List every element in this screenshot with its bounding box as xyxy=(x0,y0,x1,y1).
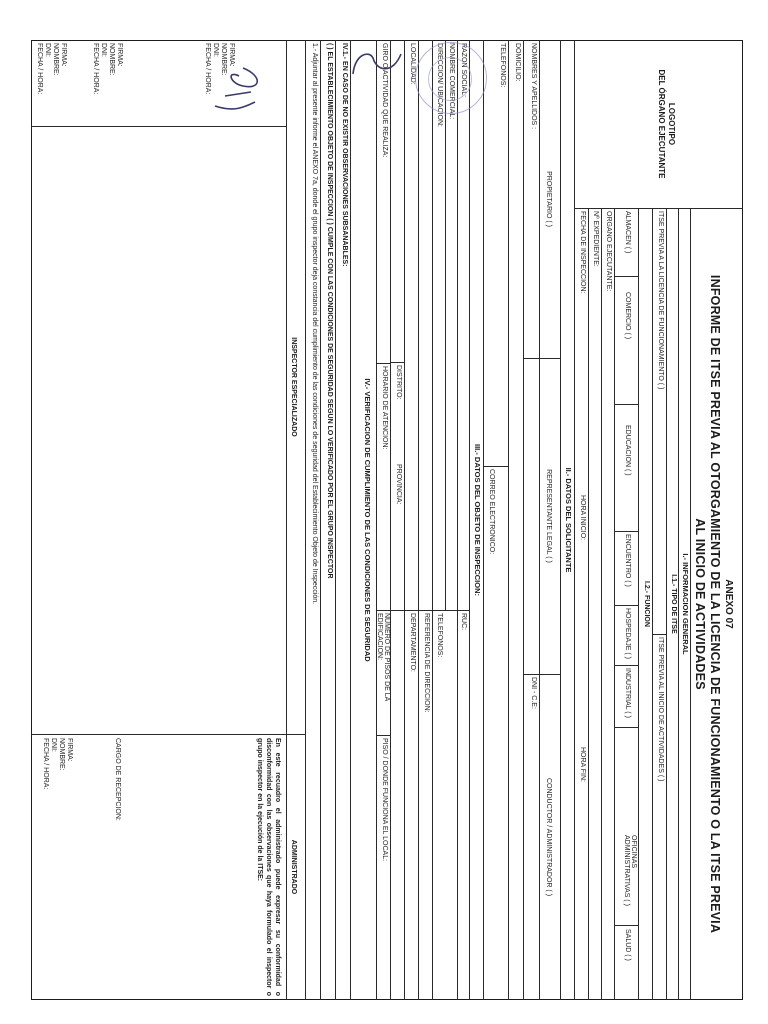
full-name-field[interactable]: NOMBRES Y APELLIDOS : xyxy=(530,43,537,130)
end-time-field[interactable]: HORA FIN: xyxy=(579,747,586,783)
function-option-comercio[interactable]: COMERCIO ( ) xyxy=(624,292,631,340)
function-option-encuentro[interactable]: ENCUENTRO ( ) xyxy=(624,534,631,587)
start-time-field[interactable]: HORA INICIO: xyxy=(579,495,586,541)
function-title: I.2.- FUNCION xyxy=(643,581,650,627)
inspector-title: INSPECTOR ESPECIALIZADO xyxy=(290,337,297,437)
function-option-educacion[interactable]: EDUCACION ( ) xyxy=(624,425,631,476)
function-option-salud[interactable]: SALUD ( ) xyxy=(624,929,631,961)
section-3-title: III.- DATOS DEL OBJETO DE INSPECCION: xyxy=(473,444,482,596)
reception-role-label: CARGO DE RECEPCION: xyxy=(114,738,121,821)
page-subtitle: AL INICIO DE ACTIVIDADES xyxy=(693,518,707,690)
section-1-title: I.- INFORMACION GENERAL xyxy=(681,553,690,655)
address-reference-field[interactable]: REFERENCIA DE DIRECCION: xyxy=(423,613,430,713)
function-option-almacen[interactable]: ALMACEN ( ) xyxy=(624,211,631,254)
activity-field[interactable]: GIRO O ACTIVIDAD QUE REALIZA: xyxy=(381,43,388,158)
department-field[interactable]: DEPARTAMENTO: xyxy=(409,613,416,672)
operating-floor-field[interactable]: PISO / DONDE FUNCIONA EL LOCAL: xyxy=(381,738,388,862)
section-4-1-title: IV.1.- EN CASO DE NO EXISTIR OBSERVACIONES SUBSANABLES: xyxy=(341,43,348,267)
inspector2-signature-label: FIRMA: xyxy=(116,43,123,67)
logo-placeholder-line2: DEL ÓRGANO EJECUTANTE xyxy=(657,69,666,179)
inspector3-signature-label: FIRMA: xyxy=(60,43,67,67)
administrado-name-label: NOMBRE: xyxy=(58,738,65,771)
official-seal-stamp xyxy=(415,42,487,114)
inspector2-name-label: NOMBRE: xyxy=(108,43,115,76)
tax-id-field[interactable]: RUC: xyxy=(460,613,467,631)
applicant-owner-option[interactable]: PROPIETARIO ( ) xyxy=(545,171,552,227)
trade-name-field[interactable]: NOMBRE COMERCIAL: xyxy=(448,43,455,120)
compliance-statement[interactable]: ( ) EL ESTABLECIMIENTO OBJETO DE INSPECCION ( ) CUMPLE CON LAS CONDICIONES DE SEGURIDAD SEGUN LO VERIFICADO POR EL GRUPO INSPECTOR xyxy=(326,43,333,579)
floor-count-field[interactable]: NUMERO DE PISOS DE LA EDIFICACION: xyxy=(375,613,390,701)
inspector2-dni-label: DNI: xyxy=(100,43,107,57)
district-field[interactable]: DISTRITO: xyxy=(395,365,402,400)
id-document-field[interactable]: DNI - C.E: xyxy=(530,677,537,709)
email-field[interactable]: CORREO ELECTRONICO: xyxy=(488,469,495,555)
applicant-legal-rep-option[interactable]: REPRESENTANTE LEGAL ( ) xyxy=(545,469,552,563)
inspector3-dni-label: DNI: xyxy=(44,43,51,57)
itse-type-title: I.1.- TIPO DE ITSE xyxy=(670,574,677,634)
inspector3-datetime-label: FECHA / HORA: xyxy=(36,43,43,95)
administrado-signature-label: FIRMA: xyxy=(66,738,73,762)
inspector1-signature-label: FIRMA: xyxy=(228,43,235,67)
applicant-manager-option[interactable]: CONDUCTOR / ADMINISTRADOR ( ) xyxy=(545,777,552,897)
inspector3-name-label: NOMBRE: xyxy=(52,43,59,76)
administrado-datetime-label: FECHA / HORA: xyxy=(42,738,49,790)
itse-type-option-start[interactable]: ITSE PREVIA AL INICIO DE ACTIVIDADES ( ) xyxy=(657,637,664,782)
itse-type-option-license[interactable]: ITSE PREVIA A LA LICENCIA DE FUNCIONAMIENTO ( ) xyxy=(657,211,664,390)
inspector2-datetime-label: FECHA / HORA: xyxy=(92,43,99,95)
function-option-oficinas[interactable]: OFICINAS ADMINISTRATIVAS ( ) xyxy=(622,835,637,906)
itse-inspection-form xyxy=(31,40,743,1000)
file-number-field[interactable]: Nº EXPEDIENTE: xyxy=(592,211,599,267)
opening-hours-field[interactable]: HORARIO DE ATENCION: xyxy=(381,366,388,450)
business-name-field[interactable]: RAZON SOCIAL: xyxy=(460,43,467,98)
handwritten-initial-mark xyxy=(347,44,407,84)
inspector1-name-label: NOMBRE: xyxy=(220,43,227,76)
function-option-industrial[interactable]: INDUSTRIAL ( ) xyxy=(624,668,631,718)
locality-field[interactable]: LOCALIDAD: xyxy=(409,43,416,85)
administrado-dni-label: DNI: xyxy=(50,738,57,752)
inspection-date-field[interactable]: FECHA DE INSPECCION: xyxy=(579,211,586,294)
annex-note: 1.- Adjuntar al presente informe el ANEXO 7a, donde el grupo inspector deja constancia del cumplimiento de las condiciones de seguridad del Establecimiento Objeto de Inspección. xyxy=(311,43,318,605)
inspector1-dni-label: DNI: xyxy=(212,43,219,57)
address-field[interactable]: DOMICILIO: xyxy=(514,43,521,82)
object-phones-field[interactable]: TELEFONOS: xyxy=(436,613,443,658)
annex-number: ANEXO 07 xyxy=(723,579,734,629)
executing-body-field[interactable]: ORGANO EJECUTANTE: xyxy=(605,211,612,292)
province-label[interactable]: PROVINCIA: xyxy=(395,464,402,505)
phones-field[interactable]: TELEFONOS: xyxy=(499,43,506,88)
inspector1-datetime-label: FECHA / HORA: xyxy=(204,43,211,95)
function-option-hospedaje[interactable]: HOSPEDAJE ( ) xyxy=(624,608,631,659)
administrado-title: ADMINISTRADO xyxy=(290,839,297,895)
location-field[interactable]: DIRECCION/ UBICACION: xyxy=(436,43,443,128)
page-title: INFORME DE ITSE PREVIA AL OTORGAMIENTO DE LA LICENCIA DE FUNCIONAMIENTO O LA ITSE PREVIA xyxy=(708,274,722,934)
handwritten-signature-mark xyxy=(203,56,273,126)
administrado-instructions: En este recuadro el administrado puede expresar su conformidad o disconformidad con las observaciones que haya formulado el inspector o grupo inspector en la ejecución de la ITSE: xyxy=(256,738,281,996)
section-4-title: IV.- VERIFICACION DE CUMPLIMIENTO DE LAS CONDICIONES DE SEGURIDAD xyxy=(363,378,372,662)
section-2-title: II.- DATOS DEL SOLICITANTE xyxy=(564,467,573,573)
logo-placeholder-line1: LOGOTIPO xyxy=(667,102,676,146)
